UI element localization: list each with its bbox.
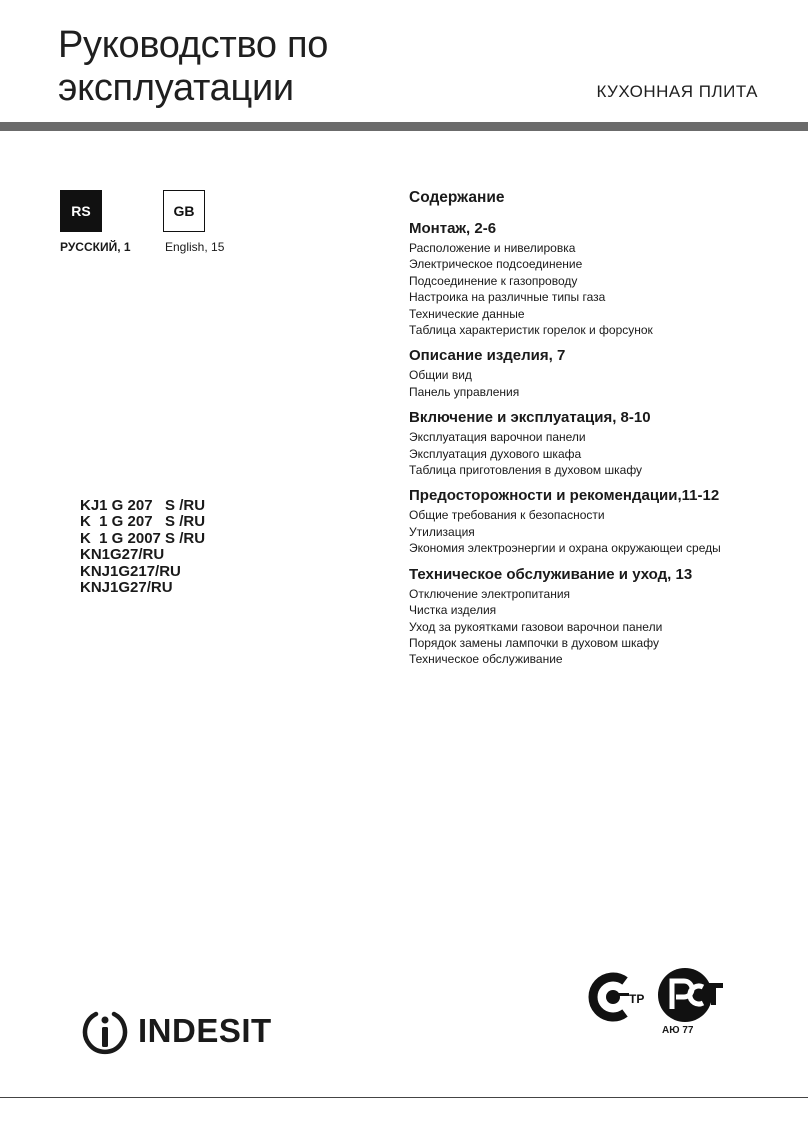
product-type: КУХОННАЯ ПЛИТА (596, 82, 758, 101)
table-of-contents (409, 189, 799, 677)
toc-item[interactable]: Таблица приготовления в духовом шкафу (409, 463, 643, 478)
toc-item[interactable]: Уход за рукоятками газовои варочнои панели (409, 619, 663, 634)
toc-section-title[interactable]: Включение и эксплуатация, 8-10 (409, 409, 651, 427)
language-label-rs: РУССКИЙ, 1 (60, 240, 131, 254)
toc-item[interactable]: Расположение и нивелировка (409, 241, 576, 255)
toc-item[interactable]: Подсоединение к газопроводу (409, 273, 578, 288)
indesit-logo-icon (80, 1006, 130, 1056)
certification-marks (585, 965, 735, 1040)
toc-section-maintenance (409, 566, 799, 668)
toc-section-operation (409, 409, 799, 478)
model-item: KNJ1G217/RU (80, 562, 181, 580)
document-title (58, 24, 328, 110)
toc-item[interactable]: Технические данные (409, 306, 525, 321)
toc-item[interactable]: Общие требования к безопасности (409, 508, 605, 523)
language-badge-rs[interactable]: RS (60, 190, 102, 232)
toc-section-title[interactable]: Техническое обслуживание и уход, 13 (409, 565, 693, 583)
toc-item[interactable]: Эксплуатация варочнои панели (409, 430, 586, 445)
toc-section-title[interactable]: Монтаж, 2-6 (409, 220, 497, 237)
toc-section-precautions (409, 487, 799, 556)
toc-item[interactable]: Таблица характеристик горелок и форсунок (409, 323, 653, 338)
title-line-2: эксплуатации (58, 67, 294, 109)
model-item: KJ1 G 207 S /RU (80, 497, 206, 514)
toc-heading: Содержание (409, 189, 505, 206)
toc-item[interactable]: Экономия электроэнергии и охрана окружающеи среды (409, 541, 721, 556)
toc-item[interactable]: Общии вид (409, 368, 472, 383)
language-badge-gb[interactable]: GB (163, 190, 205, 232)
pct-mark-icon (655, 965, 725, 1023)
toc-item[interactable]: Утилизация (409, 524, 475, 539)
toc-item[interactable]: Техническое обслуживание (409, 652, 563, 667)
toc-item[interactable]: Отключение электропитания (409, 586, 571, 601)
footer-divider (0, 1097, 808, 1098)
toc-item[interactable]: Эксплуатация духового шкафа (409, 446, 582, 461)
model-list (80, 498, 205, 596)
model-item: KN1G27/RU (80, 546, 165, 564)
toc-item[interactable]: Настроика на различные типы газа (409, 290, 606, 305)
title-line-1: Руководство по (58, 24, 329, 66)
toc-item[interactable]: Панель управления (409, 384, 520, 399)
toc-item[interactable]: Порядок замены лампочки в духовом шкафу (409, 635, 659, 650)
svg-text:ТР: ТР (629, 992, 645, 1006)
model-item: KNJ1G27/RU (80, 579, 173, 597)
ctr-mark-icon (585, 971, 651, 1023)
language-label-gb: English, 15 (165, 240, 225, 254)
brand-name: INDESIT (138, 1012, 272, 1049)
certification-code: АЮ 77 (662, 1025, 694, 1036)
toc-item[interactable]: Чистка изделия (409, 603, 497, 618)
model-item: K 1 G 207 S /RU (80, 513, 206, 531)
toc-section-description (409, 347, 799, 400)
brand-logo (80, 1006, 272, 1056)
model-item: K 1 G 2007 S /RU (80, 529, 206, 547)
toc-section-title[interactable]: Описание изделия, 7 (409, 347, 566, 365)
toc-item[interactable]: Электрическое подсоединение (409, 257, 583, 272)
toc-section-title[interactable]: Предосторожности и рекомендации,11-12 (409, 487, 720, 505)
header-divider (0, 122, 808, 131)
toc-section-installation (409, 220, 799, 338)
